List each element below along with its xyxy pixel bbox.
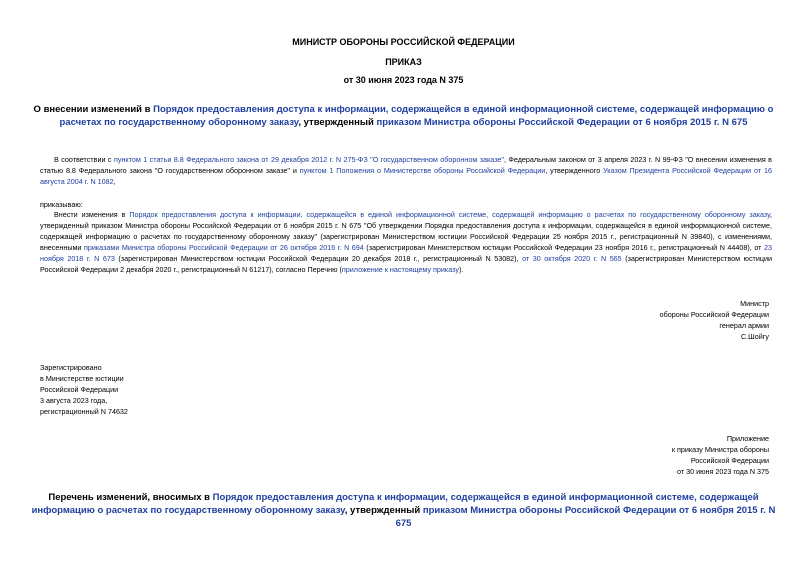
body-text-3: (зарегистрирован Министерством юстиции Российской Федерации 23 ноября 2016 г., регистрационный N 44408), от: [363, 243, 764, 252]
registration-line-2: в Министерстве юстиции: [40, 374, 124, 383]
signature-line-1: Министр: [740, 299, 769, 308]
list-title-link-procedure[interactable]: Порядок предоставления доступа к информации, содержащейся в единой информационной системе, содержащей информацию о расчетах по государственному оборонному заказу: [31, 492, 759, 516]
registration-block: [40, 362, 128, 417]
body-link-order-673[interactable]: 23 ноября 2018 г. N 673: [40, 243, 772, 263]
body-link-order-694[interactable]: приказами Министра обороны Российской Федерации от 26 октября 2016 г. N 694: [83, 243, 364, 252]
body-text-2: , утвержденный приказом Министра обороны Российской Федерации от 6 ноября 2015 г. N 675 "Об утверждении Порядка предоставления доступа к информации, содержащейся в единой информационной системе, содержащей информацию о расчетах по государственному оборонному заказу" (зарегистрирован Министерством юстиции Российской Федерации 25 ноября 2015 г., регистрационный N 39840), с изменениями, внесенными: [40, 210, 772, 252]
body-link-appendix[interactable]: приложение к настоящему приказу: [341, 265, 459, 274]
body-paragraph: [40, 209, 772, 275]
body-link-procedure[interactable]: Порядок предоставления доступа к информации, содержащейся в единой информационной системе, содержащей информацию о расчетах по государственному оборонному заказу: [129, 210, 770, 219]
preamble-link-decree-1082[interactable]: Указом Президента Российской Федерации от 16 августа 2004 г. N 1082: [40, 166, 772, 186]
registration-line-5: регистрационный N 74632: [40, 407, 128, 416]
appendix-line-3: Российской Федерации: [690, 456, 769, 465]
appendix-line-4: от 30 июня 2023 года N 375: [676, 467, 769, 476]
minister-header: МИНИСТР ОБОРОНЫ РОССИЙСКОЙ ФЕДЕРАЦИИ: [292, 37, 515, 47]
signature-line-3: генерал армии: [719, 321, 769, 330]
order-title: [30, 103, 777, 129]
list-title-link-order-675[interactable]: приказом Министра обороны Российской Федерации от 6 ноября 2015 г. N 675: [395, 505, 776, 529]
preamble-link-regulation[interactable]: пунктом 1 Положения о Министерстве обороны Российской Федерации: [299, 166, 546, 175]
body-text-5: (зарегистрирован Министерством юстиции Российской Федерации 2 декабря 2020 г., регистрационный N 61217), согласно Перечню (: [40, 254, 772, 274]
list-title-text-2: , утвержденный: [344, 505, 423, 516]
order-title-link-procedure[interactable]: Порядок предоставления доступа к информации, содержащейся в единой информационной системе, содержащей информацию о расчетах по государственному оборонному заказу: [59, 104, 774, 128]
order-date-number: от 30 июня 2023 года N 375: [343, 75, 464, 85]
registration-line-1: Зарегистрировано: [40, 363, 102, 372]
body-link-order-565[interactable]: от 30 октября 2020 г. N 565: [522, 254, 622, 263]
doc-type: ПРИКАЗ: [385, 57, 422, 67]
registration-line-3: Российской Федерации: [40, 385, 119, 394]
signature-line-2: обороны Российской Федерации: [659, 310, 769, 319]
body-text-1: Внести изменения в: [54, 210, 130, 219]
preamble-text-2: , Федеральным законом от 3 апреля 2023 г. N 99-ФЗ "О внесении изменения в статью 8.8 Федерального закона "О государственном оборонном заказе" и: [40, 155, 772, 175]
preamble-link-law-275[interactable]: пунктом 1 статьи 8.8 Федерального закона от 29 декабря 2012 г. N 275-ФЗ "О государственном оборонном заказе": [113, 155, 504, 164]
preamble-paragraph: [40, 154, 772, 187]
preamble-text-1: В соответствии с: [54, 155, 114, 164]
preamble-text-3: , утвержденного: [545, 166, 604, 175]
order-title-text-2: , утвержденный: [298, 117, 377, 128]
registration-line-4: 3 августа 2023 года,: [40, 396, 108, 405]
order-title-text-1: О внесении изменений в: [33, 104, 154, 115]
preamble-text-4: ,: [113, 177, 116, 186]
body-text-4: (зарегистрирован Министерством юстиции Российской Федерации 20 декабря 2018 г., регистрационный N 53082),: [114, 254, 523, 263]
signature-line-4: С.Шойгу: [740, 332, 769, 341]
order-word: приказываю:: [40, 200, 83, 209]
list-title: [30, 491, 777, 530]
appendix-line-2: к приказу Министра обороны: [671, 445, 769, 454]
body-text-6: ).: [458, 265, 464, 274]
signature-block: [660, 298, 769, 342]
list-title-text-1: Перечень изменений, вносимых в: [48, 492, 213, 503]
order-title-link-order-675[interactable]: приказом Министра обороны Российской Федерации от 6 ноября 2015 г. N 675: [376, 117, 748, 128]
appendix-line-1: Приложение: [726, 434, 769, 443]
appendix-block: [672, 433, 769, 477]
